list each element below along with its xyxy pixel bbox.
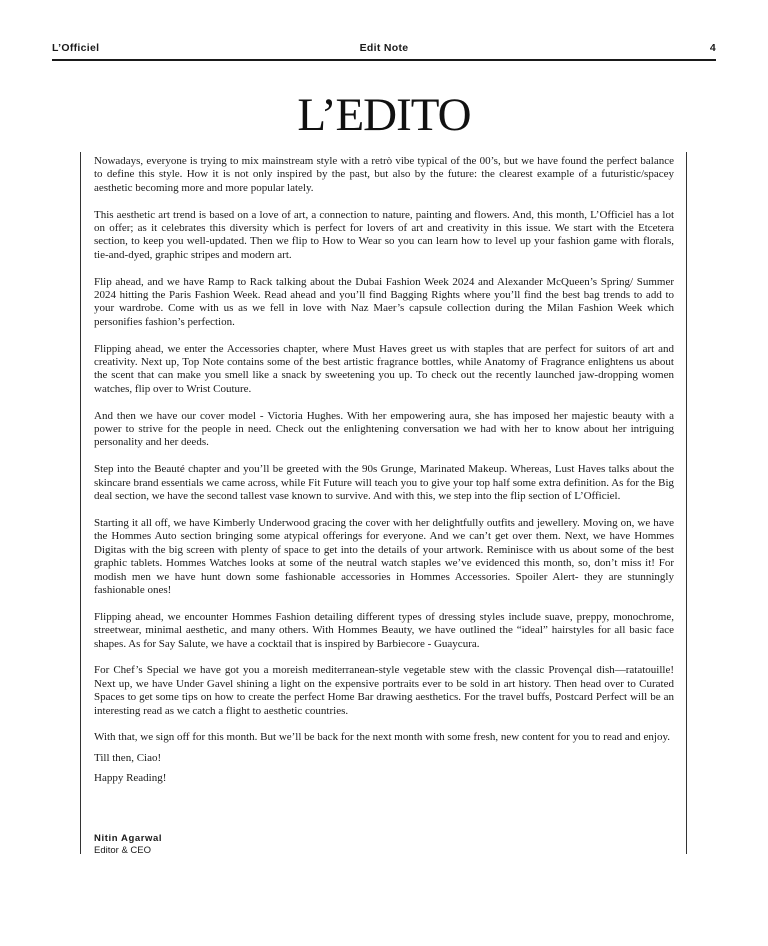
paragraph: With that, we sign off for this month. But we’ll be back for the next month with some fresh, new content for you to read and enjoy. (94, 731, 671, 744)
paragraph: Flipping ahead, we enter the Accessories chapter, where Must Haves greet us with staples that are perfect for suitors of art and creativity. Next up, Top Note contains some of the best artistic fragrance bottles, while Anatomy of Fragrance enlightens us about the scent that can make you smell like a snack by sweetening you up. To check out the recently launched jaw-dropping women watches, flip over to Wrist Couture. (94, 342, 674, 395)
section-title: Edit Note (359, 42, 409, 54)
frame-right-border (686, 152, 687, 854)
brand-name: L’Officiel (52, 42, 100, 54)
signature-name: Nitin Agarwal (94, 833, 163, 844)
header-divider (52, 59, 716, 61)
paragraph: Till then, Ciao! (94, 751, 162, 764)
page-header (52, 40, 716, 58)
paragraph: Nowadays, everyone is trying to mix mainstream style with a retrò vibe typical of the 00’s, but we have found the perfect balance to define this style. How it is not only inspired by the past, but also by the future: the clearest example of a futuristic/spacey aesthetic becoming more and more popular lately. (94, 155, 674, 194)
page-title: L’EDITO (297, 89, 471, 141)
paragraph: Happy Reading! (94, 772, 167, 785)
paragraph: This aesthetic art trend is based on a love of art, a connection to nature, painting and flowers. And, this month, L’Officiel has a lot on offer; as it celebrates this diversity which is perfect for lovers of art and creativity in this issue. We start with the Etcetera section, to keep you well-updated. Then we flip to How to Wear so you can learn how to level up your fashion game with florals, tie-and-dyed, graphic stripes and modern art. (94, 208, 674, 261)
paragraph: Flip ahead, and we have Ramp to Rack talking about the Dubai Fashion Week 2024 and Alexander McQueen’s Spring/ Summer 2024 hitting the Paris Fashion Week. Read ahead and you’ll find Bagging Rights where you’ll find the best bag trends to add to your wardrobe. Come with us as we fell in love with Naz Maer’s capsule collection during the Milan Fashion Week which personifies fashion’s perfection. (94, 275, 674, 328)
paragraph: Starting it all off, we have Kimberly Underwood gracing the cover with her delightfully outfits and jewellery. Moving on, we have the Hommes Auto section bringing some atypical offerings for everyone. And we can’t get over them. Next, we have Hommes Digitas with the big screen with plenty of space to get into the details of your artwork. Reminisce with us about some of the best graphic tablets. Hommes Watches looks at some of the neutral watch staples we’ve evidenced this month, so, don’t miss it! For modish men we have hunt down some fashionable accessories in Hommes Accessories. Spoiler Alert- they are stunningly fashionable ones! (94, 516, 674, 596)
paragraph: For Chef’s Special we have got you a moreish mediterranean-style vegetable stew with the classic Provençal dish—ratatouille! Next up, we have Under Gavel shining a light on the expensive portraits ever to be sold in art history. Then head over to Curated Spaces to get some tips on how to create the perfect Home Bar drawing aesthetics. For the travel buffs, Postcard Perfect will be an interesting read as we catch a flight to aesthetic countries. (94, 664, 674, 717)
paragraph: Step into the Beauté chapter and you’ll be greeted with the 90s Grunge, Marinated Makeup. Whereas, Lust Haves talks about the skincare brand essentials we came across, while Fit Future will teach you to give your top half some extra definition. As for the Big deal section, we have the second tallest vase known to survive. And with this, we step into the flip section of L’Officiel. (94, 463, 674, 503)
paragraph: Flipping ahead, we encounter Hommes Fashion detailing different types of dressing styles include suave, preppy, monochrome, streetwear, minimal aesthetic, and many others. With Hommes Beauty, we have outlined the “ideal” hairstyles for all basic face shapes. As for Say Salute, we have a cocktail that is inspired by Barbiecore - Guaycura. (94, 610, 674, 650)
signature-role: Editor & CEO (94, 845, 152, 856)
signature-block (94, 833, 162, 856)
frame-left-border (80, 152, 81, 854)
editorial-body (94, 155, 674, 793)
page-number: 4 (709, 42, 716, 54)
paragraph: And then we have our cover model - Victoria Hughes. With her empowering aura, she has imposed her majestic beauty with a power to strive for the people in need. Check out the enlightening conversation we had with her to know about her intriguing personality and her deeds. (94, 409, 674, 449)
